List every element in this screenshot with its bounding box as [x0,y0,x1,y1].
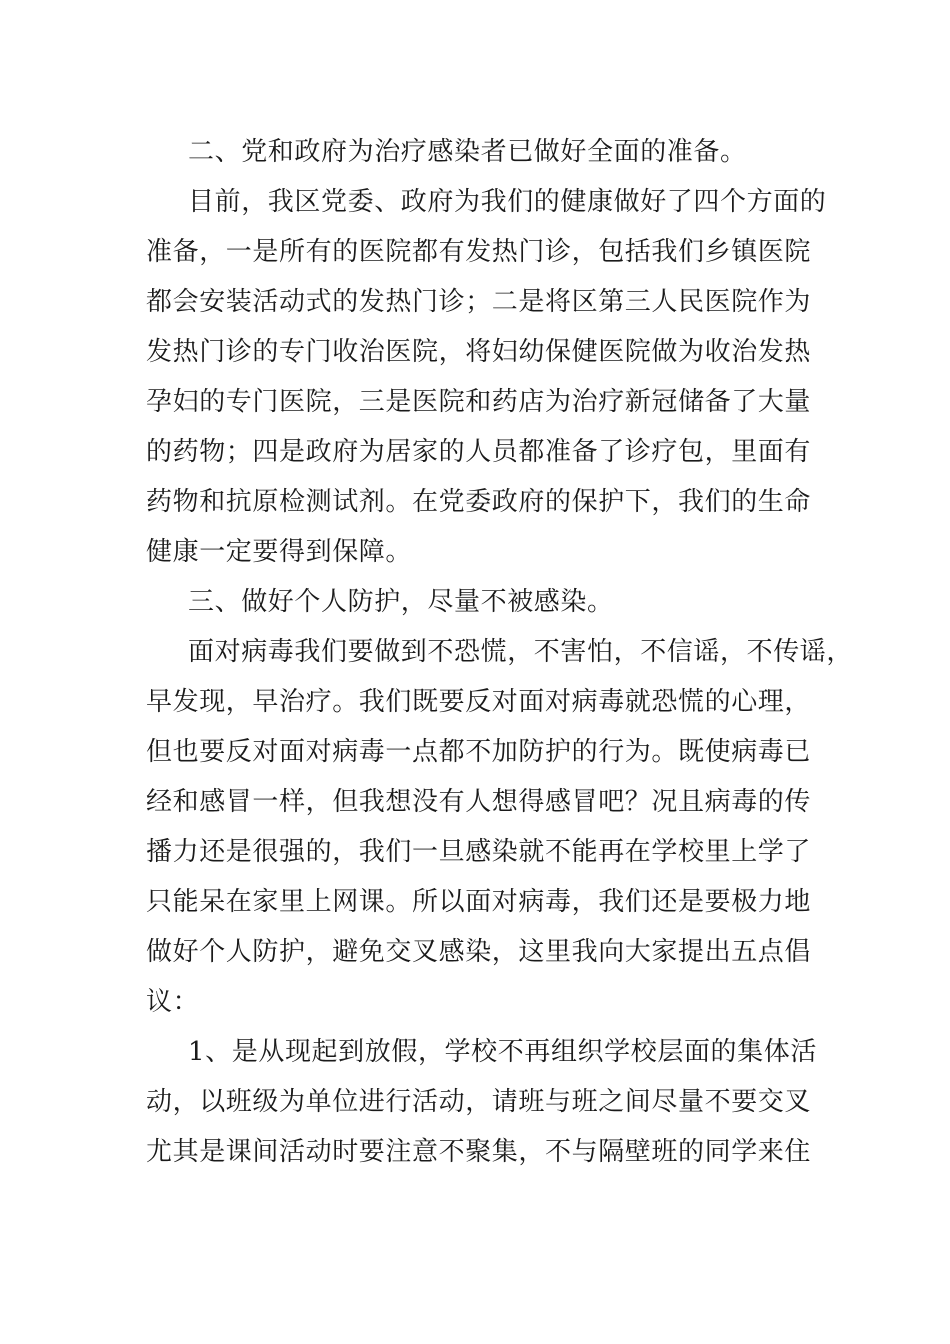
paragraph-line: 发热门诊的专门收治医院，将妇幼保健医院做为收治发热 [146,337,812,367]
paragraph-line: 目前，我区党委、政府为我们的健康做好了四个方面的 [188,187,827,217]
paragraph-line: 尤其是课间活动时要注意不聚集，不与隔壁班的同学来住 [146,1137,812,1167]
paragraph-line: 面对病毒我们要做到不恐慌，不害怕，不信谣，不传谣， [188,637,854,667]
paragraph-line: 动，以班级为单位进行活动，请班与班之间尽量不要交叉 [146,1087,812,1117]
paragraph-line: 孕妇的专门医院，三是医院和药店为治疗新冠储备了大量 [146,387,812,417]
paragraph-line: 的药物；四是政府为居家的人员都准备了诊疗包，里面有 [146,437,812,467]
paragraph-line: 准备，一是所有的医院都有发热门诊，包括我们乡镇医院 [146,237,812,267]
paragraph-line: 做好个人防护，避免交叉感染，这里我向大家提出五点倡 [146,937,812,967]
paragraph-line: 经和感冒一样，但我想没有人想得感冒吧？况且病毒的传 [146,787,812,817]
section-heading-2: 二、党和政府为治疗感染者已做好全面的准备。 [188,137,747,167]
paragraph-line: 播力还是很强的，我们一旦感染就不能再在学校里上学了 [146,837,812,867]
paragraph-line: 但也要反对面对病毒一点都不加防护的行为。既使病毒已 [146,737,812,767]
section-heading-3: 三、做好个人防护，尽量不被感染。 [188,587,614,617]
paragraph-line: 议： [146,987,200,1017]
paragraph-line: 只能呆在家里上网课。所以面对病毒，我们还是要极力地 [146,887,812,917]
paragraph-line: 药物和抗原检测试剂。在党委政府的保护下，我们的生命 [146,487,812,517]
paragraph-line: 健康一定要得到保障。 [146,537,413,567]
paragraph-line: 早发现，早治疗。我们既要反对面对病毒就恐慌的心理， [146,687,812,717]
list-item-1: 1、是从现起到放假，学校不再组织学校层面的集体活 [188,1037,817,1067]
paragraph-line: 都会安装活动式的发热门诊；二是将区第三人民医院作为 [146,287,812,317]
